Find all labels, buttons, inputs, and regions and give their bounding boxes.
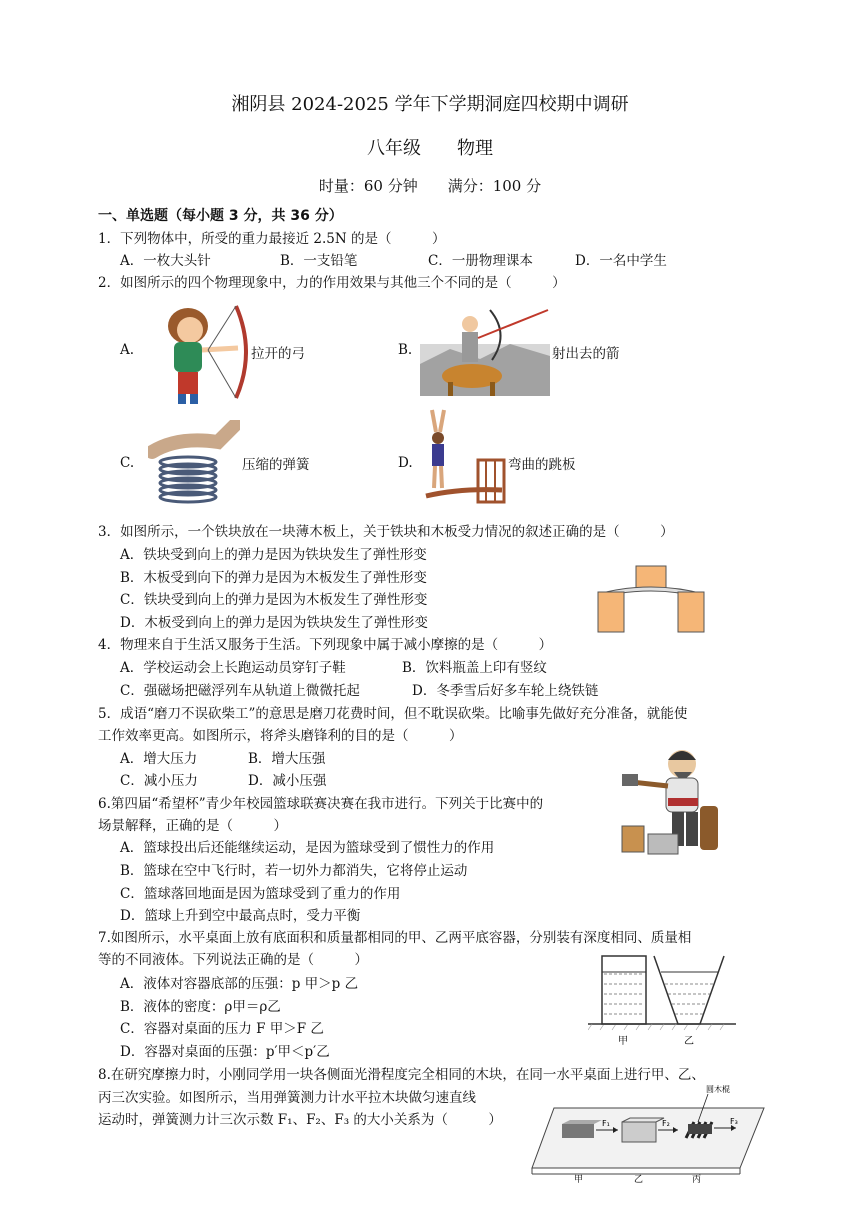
force-label-f3: F₃: [730, 1117, 738, 1126]
setup-label-bing: 丙: [692, 1175, 702, 1184]
q2-caption-b: 射出去的箭: [552, 346, 620, 362]
q1-stem: 1．下列物体中，所受的重力最接近 2.5N 的是（ ）: [98, 231, 446, 247]
q4-option-c: C．强磁场把磁浮列车从轨道上微微托起: [120, 683, 360, 699]
q2-caption-a: 拉开的弓: [251, 346, 305, 362]
q5-option-a: A．增大压力: [120, 751, 198, 767]
q6-stem-line2: 场景解释，正确的是（ ）: [98, 818, 287, 834]
q6-option-a: A．篮球投出后还能继续运动，是因为篮球受到了惯性力的作用: [120, 840, 495, 856]
round-rod-label: 圆木棍: [706, 1085, 730, 1094]
two-containers-figure: [588, 952, 736, 1048]
q5-option-b: B．增大压强: [248, 751, 326, 767]
exam-meta: 时量：60 分钟 满分：100 分: [318, 177, 542, 195]
q1-option-d: D．一名中学生: [575, 253, 667, 269]
iron-block-on-board-figure: [596, 564, 706, 634]
q2-item-c-letter: C.: [120, 455, 135, 471]
horse-archer-image: [420, 304, 550, 396]
q5-stem-line2: 工作效率更高。如图所示，将斧头磨锋利的目的是（ ）: [98, 728, 463, 744]
exam-subject: 八年级 物理: [367, 138, 493, 159]
diving-board-image: [420, 408, 506, 508]
q1-option-c: C．一册物理课本: [428, 253, 533, 269]
axe-sharpening-man-image: [612, 742, 722, 858]
q3-option-b: B．木板受到向下的弹力是因为木板发生了弹性形变: [120, 570, 427, 586]
q7-option-b: B．液体的密度：ρ甲＝ρ乙: [120, 999, 281, 1015]
q2-item-d-letter: D.: [398, 455, 413, 471]
q4-option-a: A．学校运动会上长跑运动员穿钉子鞋: [120, 660, 346, 676]
container-label-yi: 乙: [684, 1036, 694, 1047]
q2-item-b-letter: B.: [398, 342, 413, 358]
q3-option-a: A．铁块受到向上的弹力是因为铁块发生了弹性形变: [120, 547, 427, 563]
q7-option-d: D．容器对桌面的压强：p′甲＜p′乙: [120, 1044, 330, 1060]
q3-option-d: D．木板受到向上的弹力是因为铁块发生了弹性形变: [120, 615, 428, 631]
q2-item-a-letter: A.: [120, 342, 135, 358]
q2-stem: 2．如图所示的四个物理现象中，力的作用效果与其他三个不同的是（ ）: [98, 275, 566, 291]
q2-caption-c: 压缩的弹簧: [242, 457, 310, 473]
q8-stem-line1: 8.在研究摩擦力时，小刚同学用一块各侧面光滑程度完全相同的木块，在同一水平桌面上进行甲、乙、: [98, 1067, 705, 1083]
q3-option-c: C．铁块受到向上的弹力是因为木板发生了弹性形变: [120, 592, 428, 608]
q3-stem: 3．如图所示，一个铁块放在一块薄木板上，关于铁块和木板受力情况的叙述正确的是（ ）: [98, 524, 674, 540]
q1-option-a: A．一枚大头针: [120, 253, 211, 269]
q5-option-c: C．减小压力: [120, 773, 198, 789]
setup-label-yi: 乙: [634, 1175, 644, 1184]
q4-option-b: B．饮料瓶盖上印有竖纹: [402, 660, 547, 676]
q7-stem-line1: 7.如图所示，水平桌面上放有底面积和质量都相同的甲、乙两平底容器，分别装有深度相同、质量相: [98, 930, 692, 946]
q6-option-d: D．篮球上升到空中最高点时，受力平衡: [120, 908, 361, 924]
force-label-f1: F₁: [602, 1119, 610, 1128]
q2-caption-d: 弯曲的跳板: [508, 457, 576, 473]
q6-option-c: C．篮球落回地面是因为篮球受到了重力的作用: [120, 886, 401, 902]
q5-option-d: D．减小压强: [248, 773, 327, 789]
q6-option-b: B．篮球在空中飞行时，若一切外力都消失，它将停止运动: [120, 863, 468, 879]
q4-option-d: D．冬季雪后好多车轮上绕铁链: [412, 683, 599, 699]
q1-option-b: B．一支铅笔: [280, 253, 358, 269]
q8-stem-line2: 丙三次实验。如图所示，当用弹簧测力计水平拉木块做匀速直线: [98, 1090, 476, 1106]
friction-experiment-figure: [530, 1084, 766, 1184]
q7-option-c: C．容器对桌面的压力 F 甲＞F 乙: [120, 1021, 324, 1037]
q5-stem-line1: 5．成语“磨刀不误砍柴工”的意思是磨刀花费时间，但不耽误砍柴。比喻事先做好充分准备，就能使: [98, 706, 688, 722]
q8-stem-line3: 运动时，弹簧测力计三次示数 F₁、F₂、F₃ 的大小关系为（ ）: [98, 1112, 502, 1128]
setup-label-jia: 甲: [574, 1175, 584, 1184]
q7-stem-line2: 等的不同液体。下列说法正确的是（ ）: [98, 952, 368, 968]
q7-option-a: A．液体对容器底部的压强：p 甲＞p 乙: [120, 976, 359, 992]
q6-stem-line1: 6.第四届“希望杯”青少年校园篮球联赛决赛在我市进行。下列关于比赛中的: [98, 796, 544, 812]
compressed-spring-image: [148, 420, 240, 504]
container-label-jia: 甲: [618, 1036, 628, 1047]
girl-archer-image: [148, 298, 248, 406]
section-heading: 一、单选题（每小题 3 分，共 36 分）: [98, 208, 343, 224]
force-label-f2: F₂: [662, 1119, 670, 1128]
q4-stem: 4．物理来自于生活又服务于生活。下列现象中属于减小摩擦的是（ ）: [98, 637, 553, 653]
exam-title: 湘阴县 2024-2025 学年下学期洞庭四校期中调研: [231, 94, 629, 115]
